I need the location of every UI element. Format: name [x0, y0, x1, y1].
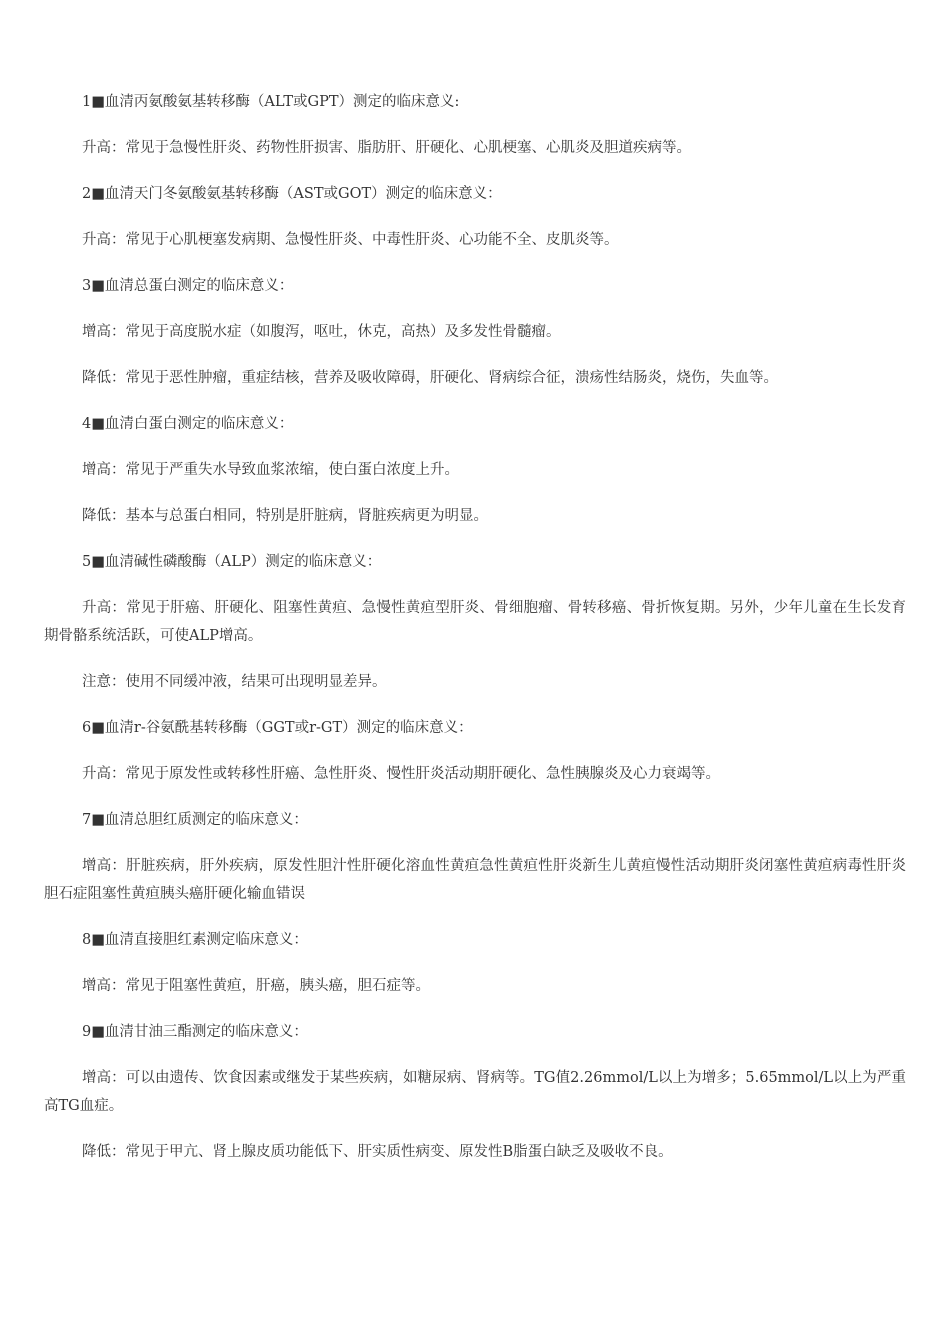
paragraph-ggt-increase: 升高：常见于原发性或转移性肝癌、急性肝炎、慢性肝炎活动期肝硬化、急性胰腺炎及心力衰竭等。: [82, 766, 720, 782]
paragraph-triglyceride-increase: 增高：可以由遗传、饮食因素或继发于某些疾病，如糖尿病、肾病等。TG值2.26mmol/L以上为增多；5.65mmol/L以上为严重高TG血症。: [44, 1070, 906, 1114]
document-body: [44, 88, 906, 1184]
paragraph-alt-increase: 升高：常见于急慢性肝炎、药物性肝损害、脂肪肝、肝硬化、心肌梗塞、心肌炎及胆道疾病等。: [82, 140, 691, 156]
heading-alp: 5■血清碱性磷酸酶（ALP）测定的临床意义：: [82, 554, 382, 570]
heading-direct-bilirubin: 8■血清直接胆红素测定临床意义：: [82, 932, 308, 948]
heading-ast: 2■血清天门冬氨酸氨基转移酶（AST或GOT）测定的临床意义：: [82, 186, 502, 202]
heading-total-protein: 3■血清总蛋白测定的临床意义：: [82, 278, 294, 294]
paragraph-alp-increase: 升高：常见于肝癌、肝硬化、阻塞性黄疸、急慢性黄疸型肝炎、骨细胞瘤、骨转移癌、骨折恢复期。另外，少年儿童在生长发育期骨骼系统活跃，可使ALP增高。: [44, 600, 906, 644]
heading-triglyceride: 9■血清甘油三酯测定的临床意义：: [82, 1024, 308, 1040]
paragraph-direct-bilirubin-increase: 增高：常见于阻塞性黄疸，肝癌，胰头癌，胆石症等。: [82, 978, 430, 994]
paragraph-ast-increase: 升高：常见于心肌梗塞发病期、急慢性肝炎、中毒性肝炎、心功能不全、皮肌炎等。: [82, 232, 619, 248]
heading-alt: 1■血清丙氨酸氨基转移酶（ALT或GPT）测定的临床意义:: [82, 94, 460, 110]
heading-albumin: 4■血清白蛋白测定的临床意义：: [82, 416, 294, 432]
paragraph-total-bilirubin-increase: 增高：肝脏疾病，肝外疾病，原发性胆汁性肝硬化溶血性黄疸急性黄疸性肝炎新生儿黄疸慢性活动期肝炎闭塞性黄疸病毒性肝炎胆石症阻塞性黄疸胰头癌肝硬化输血错误: [44, 858, 906, 902]
paragraph-albumin-decrease: 降低：基本与总蛋白相同，特别是肝脏病，肾脏疾病更为明显。: [82, 508, 488, 524]
paragraph-total-protein-increase: 增高：常见于高度脱水症（如腹泻，呕吐，休克，高热）及多发性骨髓瘤。: [82, 324, 561, 340]
paragraph-triglyceride-decrease: 降低：常见于甲亢、肾上腺皮质功能低下、肝实质性病变、原发性B脂蛋白缺乏及吸收不良。: [82, 1144, 673, 1160]
paragraph-alp-note: 注意：使用不同缓冲液，结果可出现明显差异。: [82, 674, 387, 690]
paragraph-albumin-increase: 增高：常见于严重失水导致血浆浓缩，使白蛋白浓度上升。: [82, 462, 459, 478]
heading-total-bilirubin: 7■血清总胆红质测定的临床意义：: [82, 812, 308, 828]
heading-ggt: 6■血清r-谷氨酰基转移酶（GGT或r-GT）测定的临床意义：: [82, 720, 473, 736]
paragraph-total-protein-decrease: 降低：常见于恶性肿瘤，重症结核，营养及吸收障碍，肝硬化、肾病综合征，溃疡性结肠炎，烧伤，失血等。: [82, 370, 778, 386]
